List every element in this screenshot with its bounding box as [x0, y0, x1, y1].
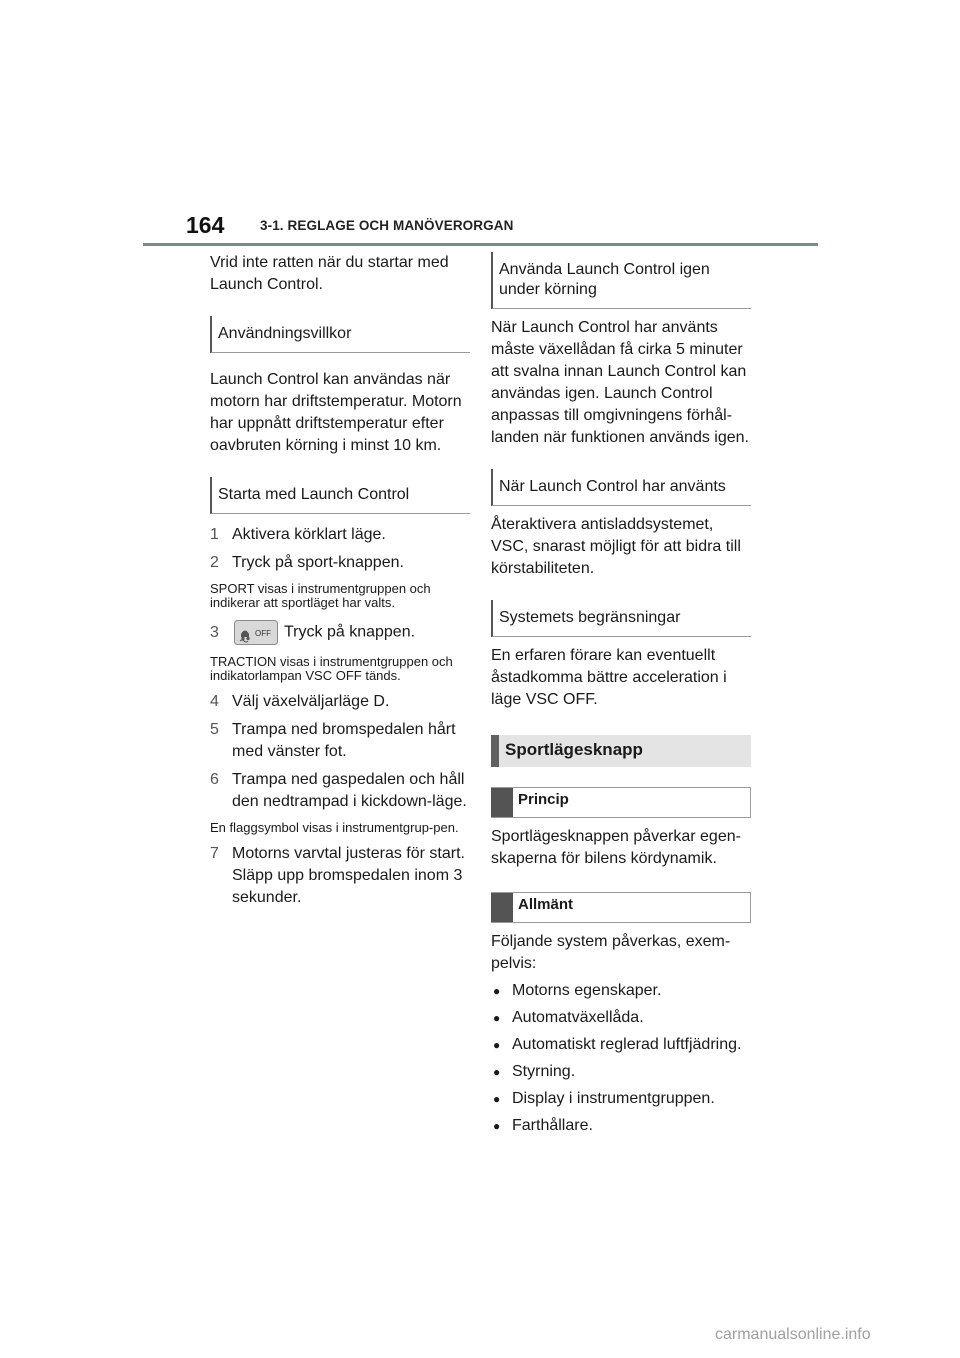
steps-list-a [210, 524, 470, 574]
subheading-label: Använda Launch Control igen under körning [499, 261, 710, 298]
header-rule [143, 243, 818, 246]
chapter-title: 3-1. REGLAGE OCH MANÖVERORGAN [260, 218, 514, 233]
bullet-icon: ● [493, 1092, 501, 1106]
after-use-text: Återaktivera antisladdsystemet, VSC, snarast möjligt för att bidra till körstabiliteten. [491, 516, 741, 577]
subheading-label: Systemets begränsningar [499, 609, 681, 626]
step-item [210, 524, 470, 546]
heading-label: Princip [518, 791, 569, 808]
step-text: Tryck på sport-knappen. [232, 554, 404, 571]
reuse-text: När Launch Control har använts måste växellådan få cirka 5 minuter att svalna innan Launch Control kan användas igen. Launch Control anpassas till omgivningens förhål-landen när funktionen används igen. [491, 319, 749, 446]
step-number: 5 [210, 721, 219, 738]
subheading-label: Starta med Launch Control [218, 486, 410, 503]
list-item-text: Display i instrumentgruppen. [512, 1090, 715, 1107]
heading-bar [491, 893, 513, 922]
list-item [491, 1034, 751, 1056]
list-item-text: Motorns egenskaper. [512, 982, 662, 999]
bullet-icon: ● [493, 1038, 501, 1052]
bullet-icon: ● [493, 984, 501, 998]
vsc-off-icon [234, 620, 278, 645]
intro-text: Vrid inte ratten när du startar med Launch Control. [210, 254, 449, 293]
subheading-limits [491, 600, 751, 637]
step-text: Aktivera körklart läge. [232, 526, 386, 543]
subheading-label: När Launch Control har använts [499, 478, 726, 495]
step-text: Motorns varvtal justeras för start. Släpp upp bromspedalen inom 3 sekunder. [232, 845, 465, 906]
bullet-list [491, 980, 751, 1137]
list-item [491, 1061, 751, 1083]
list-item [491, 980, 751, 1002]
heading-label: Allmänt [518, 896, 574, 913]
list-item [491, 1115, 751, 1137]
section-heading-sport [491, 735, 751, 767]
step-number: 7 [210, 845, 219, 862]
subheading-conditions [210, 316, 470, 353]
section-heading-label: Sportlägesknapp [505, 740, 643, 759]
limits-text: En erfaren förare kan eventuellt åstadkomma bättre acceleration i läge VSC OFF. [491, 647, 727, 708]
heading-principle [491, 787, 751, 818]
bullet-icon: ● [493, 1119, 501, 1133]
subheading-start [210, 477, 470, 514]
step-text: Trampa ned bromspedalen hårt med vänster fot. [232, 721, 456, 760]
heading-bar [491, 788, 513, 817]
step-item [210, 769, 470, 813]
subheading-after-use [491, 469, 751, 506]
heading-general [491, 892, 751, 923]
right-column [491, 252, 751, 1137]
note-flag: En flaggsymbol visas i instrumentgrup-pen. [210, 820, 459, 835]
conditions-text: Launch Control kan användas när motorn har driftstemperatur. Motorn har uppnått driftstemperatur efter oavbruten körning i minst 10 km. [210, 371, 462, 454]
step-item [210, 620, 470, 645]
bullet-icon: ● [493, 1011, 501, 1025]
step-text-with-icon [232, 620, 470, 645]
step-text: Trampa ned gaspedalen och håll den nedtrampad i kickdown-läge. [232, 771, 467, 810]
subheading-reuse [491, 252, 751, 309]
heading-bar [491, 735, 499, 767]
subheading-label: Användningsvillkor [218, 325, 352, 342]
list-item-text: Styrning. [512, 1063, 576, 1080]
list-item [491, 1088, 751, 1110]
list-item-text: Farthållare. [512, 1117, 593, 1134]
list-item-text: Automatväxellåda. [512, 1009, 644, 1026]
step-number: 2 [210, 554, 219, 571]
page-number: 164 [186, 212, 225, 238]
watermark: carmanualsonline.info [715, 1326, 871, 1343]
step-number: 3 [210, 623, 219, 641]
step-label: Tryck på knappen. [284, 623, 416, 641]
step-item [210, 691, 470, 713]
principle-text: Sportlägesknappen påverkar egen-skaperna för bilens kördynamik. [491, 828, 741, 867]
step-item [210, 552, 470, 574]
steps-list-b [210, 691, 470, 813]
note-sport: SPORT visas i instrumentgruppen och indikerar att sportläget har valts. [210, 581, 431, 610]
list-item [491, 1007, 751, 1029]
step-text: Välj växelväljarläge D. [232, 693, 390, 710]
step-item [210, 719, 470, 763]
step-item [210, 843, 470, 909]
step-number: 4 [210, 693, 219, 710]
note-traction: TRACTION visas i instrumentgruppen och indikatorlampan VSC OFF tänds. [210, 654, 453, 683]
icon-off-label: OFF [255, 629, 271, 638]
general-text: Följande system påverkas, exem-pelvis: [491, 933, 731, 972]
bullet-icon: ● [493, 1065, 501, 1079]
list-item-text: Automatiskt reglerad luftfjädring. [512, 1036, 742, 1053]
left-column [210, 252, 470, 909]
step-number: 6 [210, 771, 219, 788]
step-number: 1 [210, 526, 219, 543]
